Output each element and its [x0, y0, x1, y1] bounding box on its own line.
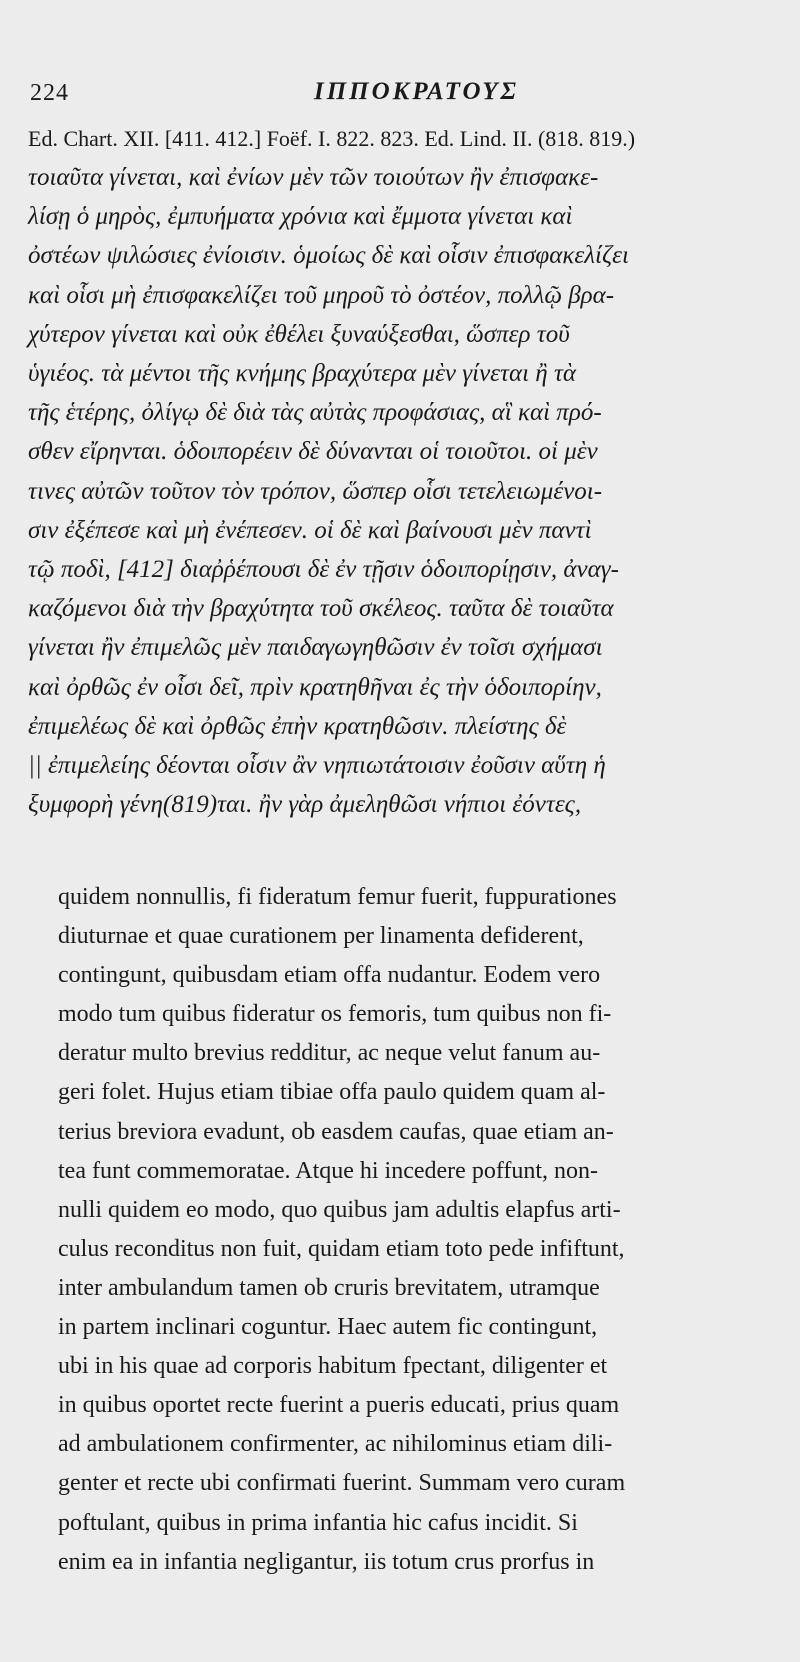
latin-text-line: in partem inclinari coguntur. Haec autem fic contingunt, [58, 1314, 598, 1341]
latin-text-block [58, 878, 798, 1582]
greek-text-line: καὶ οἷσι μὴ ἐπισφακελίζει τοῦ μηροῦ τὸ ὀστέον, πολλῷ βρα- [28, 281, 615, 309]
latin-text-line: terius breviora evadunt, ob easdem caufas, quae etiam an- [58, 1118, 614, 1145]
greek-text-line: σθεν εἴρηνται. ὁδοιπορέειν δὲ δύνανται οἱ τοιοῦτοι. οἱ μὲν [28, 438, 598, 466]
page-number: 224 [30, 80, 69, 106]
greek-text-line: τῷ ποδὶ, [412] διαῤῥέπουσι δὲ ἐν τῇσιν ὁδοιπορίῃσιν, ἀναγ- [28, 556, 619, 584]
latin-text-line: poftulant, quibus in prima infantia hic cafus incidit. Si [58, 1509, 578, 1536]
latin-text-line: inter ambulandum tamen ob cruris brevitatem, utramque [58, 1274, 600, 1301]
greek-text-line: γίνεται ἢν ἐπιμελῶς μὲν παιδαγωγηθῶσιν ἐν τοῖσι σχήμασι [28, 634, 603, 662]
greek-text-line: || ἐπιμελείης δέονται οἷσιν ἂν νηπιωτάτοισιν ἐοῦσιν αὕτη ἡ [28, 752, 606, 780]
greek-text-line: ὀστέων ψιλώσιες ἐνίοισιν. ὁμοίως δὲ καὶ οἷσιν ἐπισφακελίζει [28, 242, 629, 270]
edition-reference: Ed. Chart. XII. [411. 412.] Foëf. I. 822. 823. Ed. Lind. II. (818. 819.) [28, 126, 636, 151]
latin-text-line: quidem nonnullis, fi fideratum femur fuerit, fuppurationes [58, 884, 617, 910]
latin-text-line: culus reconditus non fuit, quidam etiam toto pede infiftunt, [58, 1235, 625, 1262]
latin-text-line: deratur multo brevius redditur, ac neque velut fanum au- [58, 1040, 601, 1067]
greek-text-block [28, 158, 798, 824]
latin-text-line: in quibus oportet recte fuerint a pueris educati, prius quam [58, 1392, 620, 1419]
greek-text-line: τινες αὐτῶν τοῦτον τὸν τρόπον, ὥσπερ οἷσι τετελειωμένοι- [28, 477, 603, 505]
running-head [22, 78, 780, 108]
latin-text-line: tea funt commemoratae. Atque hi incedere poffunt, non- [58, 1157, 599, 1184]
greek-text-line: λίσῃ ὁ μηρὸς, ἐμπυήματα χρόνια καὶ ἔμμοτα γίνεται καὶ [28, 203, 573, 231]
latin-text-line: enim ea in infantia negligantur, iis totum crus prorfus in [58, 1548, 595, 1575]
greek-text-line: χύτερον γίνεται καὶ οὐκ ἐθέλει ξυναύξεσθαι, ὥσπερ τοῦ [28, 320, 570, 348]
greek-text-line: τῆς ἑτέρης, ὀλίγῳ δὲ διὰ τὰς αὐτὰς προφάσιας, αἳ καὶ πρό- [28, 399, 602, 427]
latin-text-line: modo tum quibus fideratur os femoris, tum quibus non fi- [58, 1001, 612, 1028]
greek-text-line: καὶ ὀρθῶς ἐν οἷσι δεῖ, πρὶν κρατηθῆναι ἐς τὴν ὁδοιπορίην, [28, 673, 602, 701]
latin-text-line: geri folet. Hujus etiam tibiae offa paulo quidem quam al- [58, 1079, 606, 1106]
running-title: ΙΠΠΟΚΡΑΤΟΥΣ [314, 78, 519, 105]
latin-text-line: genter et recte ubi confirmati fuerint. Summam vero curam [58, 1470, 626, 1497]
greek-text-line: τοιαῦτα γίνεται, καὶ ἐνίων μὲν τῶν τοιούτων ἢν ἐπισφακε- [28, 164, 599, 191]
latin-text-line: diuturnae et quae curationem per linamenta defiderent, [58, 923, 584, 950]
greek-text-line: σιν ἐξέπεσε καὶ μὴ ἐνέπεσεν. οἱ δὲ καὶ βαίνουσι μὲν παντὶ [28, 516, 592, 544]
greek-text-line: ἐπιμελέως δὲ καὶ ὀρθῶς ἐπὴν κρατηθῶσιν. πλείστης δὲ [28, 712, 567, 740]
greek-text-line: ὑγιέος. τὰ μέντοι τῆς κνήμης βραχύτερα μὲν γίνεται ἢ τὰ [28, 360, 577, 388]
latin-text-line: nulli quidem eo modo, quo quibus jam adultis elapfus arti- [58, 1196, 621, 1223]
greek-text-line: καζόμενοι διὰ τὴν βραχύτητα τοῦ σκέλεος. ταῦτα δὲ τοιαῦτα [28, 595, 614, 623]
greek-text-line: ξυμφορὴ γένη(819)ται. ἢν γὰρ ἀμεληθῶσι νήπιοι ἐόντες, [28, 791, 582, 819]
latin-text-line: contingunt, quibusdam etiam offa nudantur. Eodem vero [58, 962, 601, 989]
latin-text-line: ad ambulationem confirmenter, ac nihilominus etiam dili- [58, 1431, 613, 1458]
latin-text-line: ubi in his quae ad corporis habitum fpectant, diligenter et [58, 1353, 608, 1380]
